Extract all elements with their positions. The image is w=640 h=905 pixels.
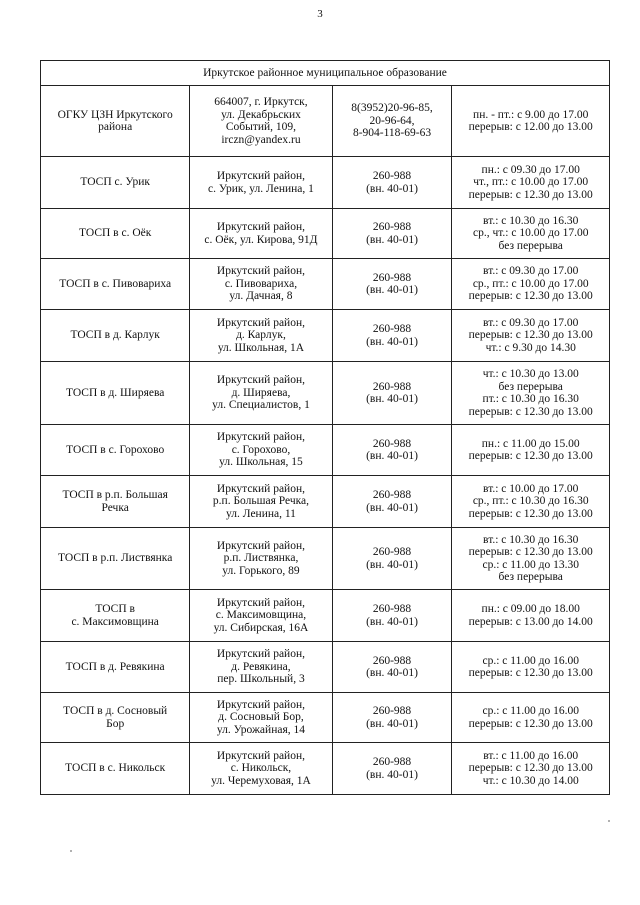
phone-line: 260-988	[372, 271, 412, 284]
hours-line: без перерыва	[498, 239, 563, 252]
office-hours-cell	[452, 86, 610, 157]
table-row	[41, 259, 610, 310]
phone-line: 20-96-64,	[369, 114, 415, 127]
phone-line: 260-988	[372, 380, 412, 393]
name-line: ТОСП в р.п. Большая	[62, 489, 168, 501]
hours-line: вт.: с 10.00 до 17.00	[483, 482, 579, 495]
address-line: 664007, г. Иркутск,	[214, 96, 308, 108]
address-line: д. Ширяева,	[231, 386, 291, 399]
office-address-cell	[190, 157, 332, 209]
phone-line: 8(3952)20-96-85,	[351, 102, 433, 115]
phone-line: 260-988	[372, 489, 412, 501]
hours-line: вт.: с 09.30 до 17.00	[483, 316, 579, 329]
office-phone-cell	[332, 476, 452, 528]
office-address-cell	[190, 310, 332, 362]
office-phone-cell	[332, 310, 452, 362]
name-line: ТОСП в	[95, 603, 135, 615]
table-row	[41, 86, 610, 157]
address-line: с. Горохово,	[231, 443, 291, 456]
office-phone-cell	[332, 259, 452, 310]
hours-line: без перерыва	[498, 380, 563, 393]
address-line: р.п. Большая Речка,	[212, 495, 309, 508]
address-line: ул. Сибирская, 16А	[213, 621, 309, 634]
address-line: irczn@yandex.ru	[221, 133, 301, 146]
address-line: с. Пивовариха,	[224, 277, 298, 290]
office-hours-cell	[452, 476, 610, 528]
page-number: 3	[317, 8, 323, 20]
table-row	[41, 590, 610, 642]
municipality-header: Иркутское районное муниципальное образование	[41, 61, 610, 86]
office-hours-cell	[452, 528, 610, 590]
phone-line: (вн. 40-01)	[366, 450, 418, 462]
hours-line: вт.: с 10.30 до 16.30	[483, 533, 579, 546]
address-line: ул. Декабрьских	[221, 108, 301, 121]
office-address-cell	[190, 693, 332, 743]
office-name-cell	[41, 209, 190, 259]
name-line: ТОСП в с. Оёк	[79, 227, 152, 240]
hours-line: пт.: с 10.30 до 16.30	[482, 393, 579, 405]
phone-line: (вн. 40-01)	[366, 233, 418, 246]
hours-line: пн.: с 09.00 до 18.00	[481, 603, 580, 615]
name-line: Речка	[101, 501, 129, 514]
address-line: Событий, 109,	[225, 121, 297, 133]
office-hours-cell	[452, 157, 610, 209]
scan-speck	[70, 850, 72, 852]
office-name-cell	[41, 86, 190, 157]
hours-line: перерыв: с 12.30 до 13.00	[468, 717, 593, 730]
phone-line: 260-988	[372, 170, 412, 182]
name-line: ТОСП в д. Ширяева	[65, 386, 165, 399]
office-phone-cell	[332, 86, 452, 157]
office-hours-cell	[452, 425, 610, 476]
office-hours-cell	[452, 362, 610, 425]
office-name-cell	[41, 693, 190, 743]
office-phone-cell	[332, 425, 452, 476]
office-phone-cell	[332, 642, 452, 693]
office-phone-cell	[332, 209, 452, 259]
hours-line: перерыв: с 12.30 до 13.00	[468, 762, 593, 775]
office-address-cell	[190, 425, 332, 476]
office-hours-cell	[452, 209, 610, 259]
phone-line: (вн. 40-01)	[366, 558, 418, 571]
hours-line: ср., пт.: с 10.30 до 16.30	[472, 495, 589, 508]
office-phone-cell	[332, 362, 452, 425]
office-phone-cell	[332, 157, 452, 209]
address-line: ул. Горького, 89	[222, 564, 300, 577]
address-line: ул. Школьная, 15	[219, 456, 303, 469]
table-row	[41, 362, 610, 425]
office-name-cell	[41, 310, 190, 362]
table-row	[41, 743, 610, 795]
hours-line: чт.: с 9.30 до 14.30	[485, 341, 576, 354]
hours-line: перерыв: с 12.30 до 13.00	[468, 546, 593, 558]
office-address-cell	[190, 476, 332, 528]
office-name-cell	[41, 476, 190, 528]
address-line: ул. Ленина, 11	[225, 507, 296, 520]
address-line: Иркутский район,	[216, 648, 305, 661]
office-address-cell	[190, 209, 332, 259]
name-line: Бор	[106, 717, 125, 730]
office-phone-cell	[332, 693, 452, 743]
office-address-cell	[190, 743, 332, 795]
table-row	[41, 310, 610, 362]
hours-line: пн.: с 09.30 до 17.00	[481, 163, 580, 176]
phone-line: 260-988	[372, 546, 412, 558]
office-hours-cell	[452, 642, 610, 693]
hours-line: вт.: с 11.00 до 16.00	[483, 749, 579, 762]
address-line: Иркутский район,	[216, 431, 305, 444]
office-address-cell	[190, 528, 332, 590]
address-line: с. Никольск,	[230, 762, 292, 775]
office-hours-cell	[452, 693, 610, 743]
address-line: Иркутский район,	[216, 749, 305, 762]
hours-line: ср., чт.: с 10.00 до 17.00	[473, 227, 589, 240]
phone-line: (вн. 40-01)	[366, 501, 418, 514]
address-line: Иркутский район,	[216, 265, 305, 278]
address-line: ул. Дачная, 8	[229, 290, 293, 303]
office-phone-cell	[332, 590, 452, 642]
address-line: Иркутский район,	[216, 596, 305, 609]
name-line: ТОСП в с. Никольск	[65, 762, 166, 775]
office-name-cell	[41, 425, 190, 476]
phone-line: 8-904-118-69-63	[352, 127, 432, 140]
address-line: ул. Школьная, 1А	[217, 341, 305, 354]
phone-line: (вн. 40-01)	[366, 717, 418, 730]
hours-line: пн. - пт.: с 9.00 до 17.00	[473, 108, 589, 121]
hours-line: перерыв: с 12.00 до 13.00	[468, 121, 593, 133]
address-line: Иркутский район,	[216, 316, 305, 329]
office-name-cell	[41, 362, 190, 425]
address-line: Иркутский район,	[216, 170, 305, 182]
hours-line: перерыв: с 12.30 до 13.00	[468, 290, 593, 303]
address-line: пер. Школьный, 3	[217, 673, 305, 686]
hours-line: перерыв: с 12.30 до 13.00	[468, 507, 593, 520]
name-line: с. Максимовщина	[71, 615, 159, 628]
hours-line: чт., пт.: с 10.00 до 17.00	[473, 176, 589, 189]
office-hours-cell	[452, 310, 610, 362]
address-line: ул. Урожайная, 14	[216, 723, 305, 736]
hours-line: без перерыва	[498, 571, 563, 583]
office-hours-cell	[452, 259, 610, 310]
name-line: ТОСП в д. Сосновый	[63, 705, 168, 717]
office-address-cell	[190, 642, 332, 693]
hours-line: ср.: с 11.00 до 16.00	[482, 705, 579, 717]
hours-line: пн.: с 11.00 до 15.00	[481, 437, 580, 450]
office-phone-cell	[332, 743, 452, 795]
office-name-cell	[41, 157, 190, 209]
address-line: ул. Черемуховая, 1А	[211, 774, 311, 787]
hours-line: перерыв: с 12.30 до 13.00	[468, 667, 593, 679]
office-address-cell	[190, 259, 332, 310]
phone-line: (вн. 40-01)	[366, 182, 418, 195]
hours-line: перерыв: с 12.30 до 13.00	[468, 188, 593, 201]
name-line: района	[98, 121, 133, 133]
hours-line: перерыв: с 12.30 до 13.00	[468, 405, 593, 418]
office-name-cell	[41, 259, 190, 310]
office-name-cell	[41, 528, 190, 590]
table-row	[41, 425, 610, 476]
table-row	[41, 209, 610, 259]
phone-line: 260-988	[372, 603, 412, 615]
hours-line: чт.: с 10.30 до 13.00	[482, 368, 579, 380]
offices-table	[40, 60, 610, 795]
phone-line: 260-988	[372, 323, 412, 335]
hours-line: ср.: с 11.00 до 13.30	[482, 558, 579, 571]
address-line: д. Карлук,	[236, 329, 286, 342]
phone-line: 260-988	[372, 756, 412, 768]
phone-line: (вн. 40-01)	[366, 667, 418, 679]
table-row	[41, 157, 610, 209]
address-line: ул. Специалистов, 1	[212, 399, 310, 412]
hours-line: перерыв: с 12.30 до 13.00	[468, 450, 593, 462]
address-line: д. Сосновый Бор,	[218, 711, 304, 724]
name-line: ОГКУ ЦЗН Иркутского	[57, 108, 173, 121]
phone-line: (вн. 40-01)	[366, 335, 418, 348]
office-hours-cell	[452, 590, 610, 642]
address-line: Иркутский район,	[216, 539, 305, 552]
hours-line: ср.: с 11.00 до 16.00	[482, 654, 579, 667]
hours-line: ср., пт.: с 10.00 до 17.00	[472, 277, 589, 290]
address-line: д. Ревякина,	[231, 660, 291, 673]
name-line: ТОСП в д. Карлук	[70, 329, 160, 342]
name-line: ТОСП в с. Пивовариха	[59, 277, 172, 290]
office-phone-cell	[332, 528, 452, 590]
address-line: Иркутский район,	[216, 374, 305, 387]
name-line: ТОСП в р.п. Листвянка	[58, 552, 173, 565]
table-row	[41, 642, 610, 693]
scan-speck	[608, 820, 610, 822]
address-line: с. Оёк, ул. Кирова, 91Д	[204, 233, 318, 246]
name-line: ТОСП с. Урик	[80, 176, 150, 189]
table-row	[41, 528, 610, 590]
office-name-cell	[41, 642, 190, 693]
address-line: с. Урик, ул. Ленина, 1	[208, 182, 314, 195]
phone-line: 260-988	[372, 705, 412, 717]
phone-line: (вн. 40-01)	[366, 768, 418, 781]
hours-line: перерыв: с 13.00 до 14.00	[468, 615, 593, 628]
office-address-cell	[190, 590, 332, 642]
table-header-row	[41, 61, 610, 86]
hours-line: вт.: с 10.30 до 16.30	[483, 214, 579, 227]
hours-line: перерыв: с 12.30 до 13.00	[468, 329, 593, 342]
address-line: Иркутский район,	[216, 221, 305, 233]
office-name-cell	[41, 590, 190, 642]
address-line: Иркутский район,	[216, 698, 305, 711]
office-hours-cell	[452, 743, 610, 795]
phone-line: 260-988	[372, 654, 412, 667]
phone-line: (вн. 40-01)	[366, 615, 418, 628]
name-line: ТОСП в д. Ревякина	[65, 660, 165, 673]
address-line: Иркутский район,	[216, 482, 305, 495]
office-address-cell	[190, 362, 332, 425]
phone-line: (вн. 40-01)	[366, 393, 418, 405]
name-line: ТОСП в с. Горохово	[66, 443, 165, 456]
office-address-cell	[190, 86, 332, 157]
hours-line: чт.: с 10.30 до 14.00	[482, 774, 579, 787]
phone-line: 260-988	[372, 437, 412, 450]
address-line: с. Максимовщина,	[215, 609, 307, 622]
address-line: р.п. Листвянка,	[223, 552, 299, 565]
table-row	[41, 693, 610, 743]
phone-line: 260-988	[372, 221, 412, 233]
hours-line: вт.: с 09.30 до 17.00	[483, 265, 579, 278]
table-row	[41, 476, 610, 528]
office-name-cell	[41, 743, 190, 795]
phone-line: (вн. 40-01)	[366, 284, 418, 296]
